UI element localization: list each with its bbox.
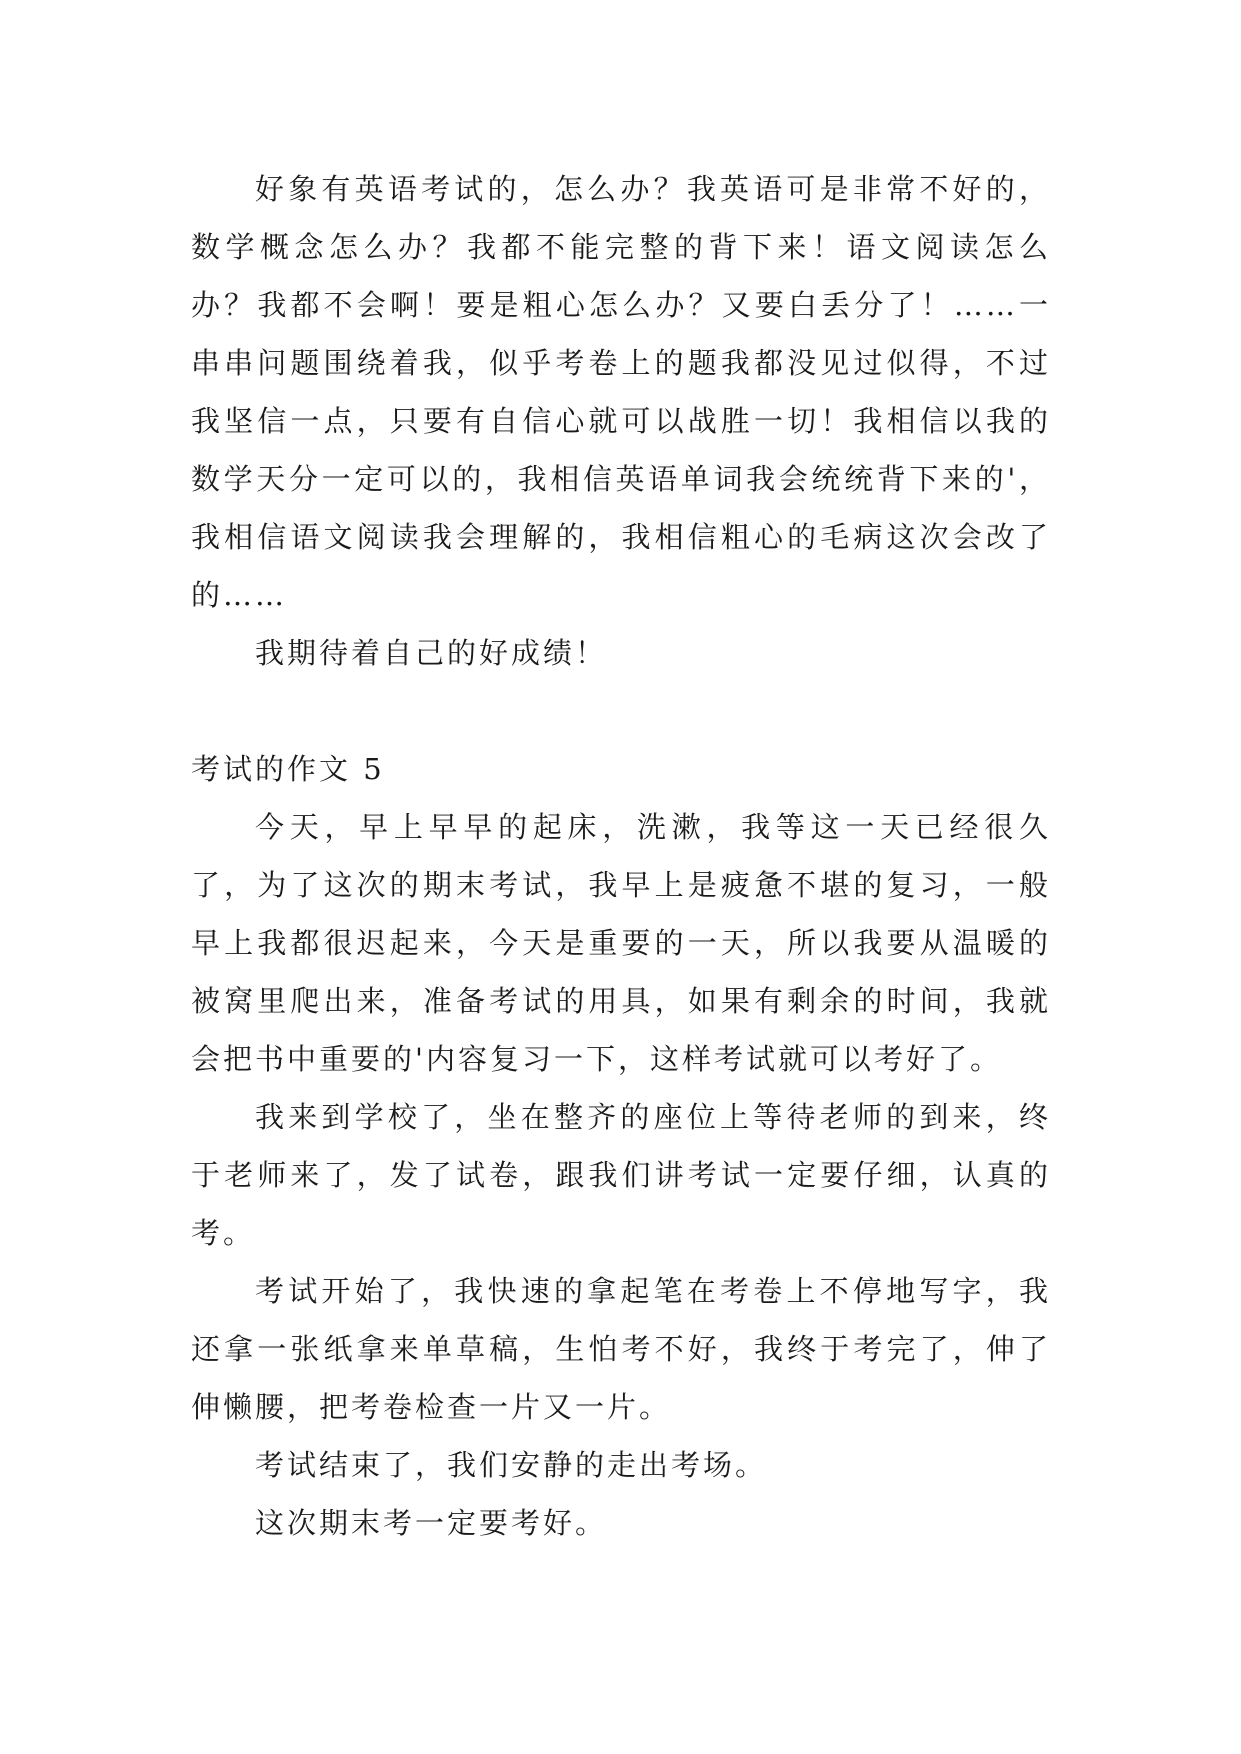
- paragraph: 我期待着自己的好成绩！: [255, 636, 608, 670]
- document-body: [191, 160, 1051, 1552]
- section-heading: 考试的作文 5: [191, 752, 385, 786]
- paragraph: 今天，早上早早的起床，洗漱，我等这一天已经很久了，为了这次的期末考试，我早上是疲惫不堪的复习，一般早上我都很迟起来，今天是重要的一天，所以我要从温暖的被窝里爬出来，准备考试的用具，如果有剩余的时间，我就会把书中重要的'内容复习一下，这样考试就可以考好了。: [191, 810, 1051, 1076]
- paragraph: 好象有英语考试的，怎么办？我英语可是非常不好的，数学概念怎么办？我都不能完整的背下来！语文阅读怎么办？我都不会啊！要是粗心怎么办？又要白丢分了！……一串串问题围绕着我，似乎考卷上的题我都没见过似得，不过我坚信一点，只要有自信心就可以战胜一切！我相信以我的数学天分一定可以的，我相信英语单词我会统统背下来的'，我相信语文阅读我会理解的，我相信粗心的毛病这次会改了的……: [191, 172, 1051, 612]
- paragraph: 考试结束了，我们安静的走出考场。: [255, 1448, 768, 1482]
- paragraph: 我来到学校了，坐在整齐的座位上等待老师的到来，终于老师来了，发了试卷，跟我们讲考试一定要仔细，认真的考。: [191, 1100, 1051, 1250]
- paragraph: 考试开始了，我快速的拿起笔在考卷上不停地写字，我还拿一张纸拿来单草稿，生怕考不好，我终于考完了，伸了伸懒腰，把考卷检查一片又一片。: [191, 1274, 1051, 1424]
- paragraph: 这次期末考一定要考好。: [255, 1506, 608, 1540]
